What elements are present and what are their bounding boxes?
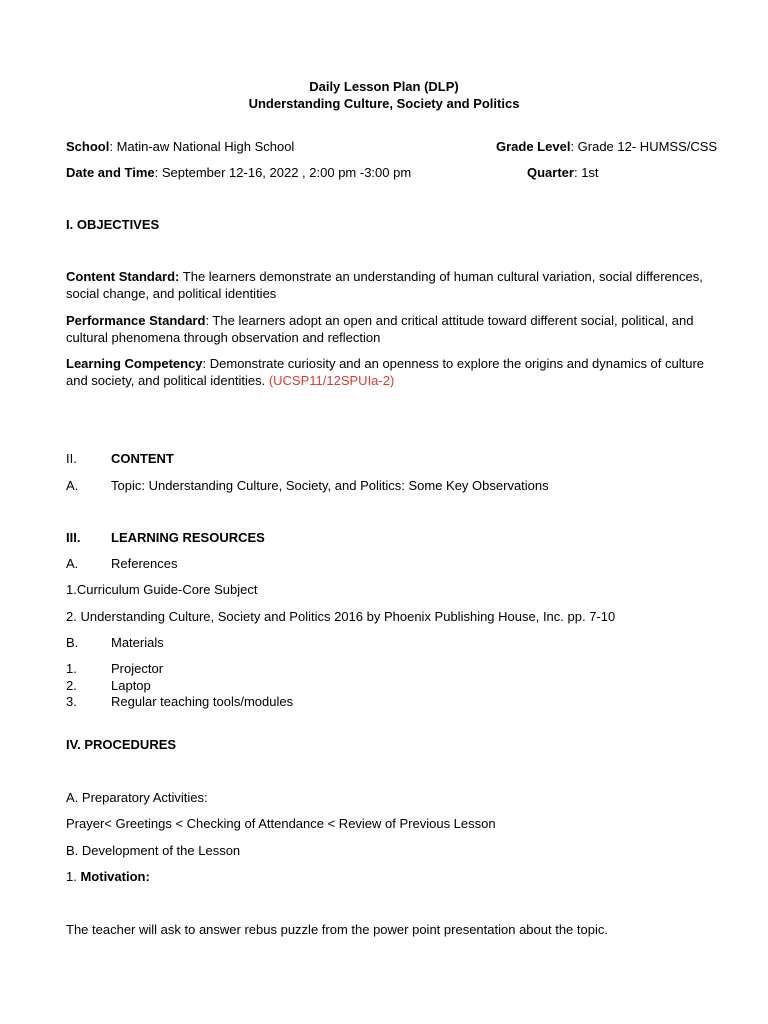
material-item: Regular teaching tools/modules xyxy=(111,694,294,709)
competency-code: (UCSP11/12SPUIa-2) xyxy=(268,373,395,388)
materials-label: Materials xyxy=(111,635,164,650)
motivation-text: The teacher will ask to answer rebus puzzle from the power point presentation about the topic. xyxy=(66,922,608,937)
lesson-development: B. Development of the Lesson xyxy=(66,843,241,858)
objectives-heading: I. OBJECTIVES xyxy=(66,217,160,232)
resources-heading: LEARNING RESOURCES xyxy=(111,530,265,545)
document-subtitle: Understanding Culture, Society and Politics xyxy=(248,96,520,111)
materials-letter: B. xyxy=(66,635,79,650)
preparatory-steps: Prayer< Greetings < Checking of Attendance < Review of Previous Lesson xyxy=(66,816,496,831)
material-number: 3. xyxy=(66,694,77,709)
topic-text: Topic: Understanding Culture, Society, and Politics: Some Key Observations xyxy=(111,478,549,493)
performance-standard: Performance Standard: The learners adopt an open and critical attitude toward different social, political, and cultural phenomena through observation and reflection xyxy=(66,313,694,345)
reference-item: 2. Understanding Culture, Society and Politics 2016 by Phoenix Publishing House, Inc. pp. 7-10 xyxy=(66,609,616,624)
procedures-heading: IV. PROCEDURES xyxy=(66,737,177,752)
document-title: Daily Lesson Plan (DLP) xyxy=(309,79,459,94)
material-number: 2. xyxy=(66,678,77,693)
quarter-field: Quarter: 1st xyxy=(527,165,599,180)
references-label: References xyxy=(111,556,178,571)
date-time-field: Date and Time: September 12-16, 2022 , 2:00 pm -3:00 pm xyxy=(66,165,412,180)
grade-level-field: Grade Level: Grade 12- HUMSS/CSS xyxy=(496,139,718,154)
material-item: Laptop xyxy=(111,678,151,693)
material-item: Projector xyxy=(111,661,164,676)
content-standard: Content Standard: The learners demonstrate an understanding of human cultural variation, social differences, social change, and political identities xyxy=(66,269,703,301)
resources-number: III. xyxy=(66,530,81,545)
school-field: School: Matin-aw National High School xyxy=(66,139,295,154)
reference-item: 1.Curriculum Guide-Core Subject xyxy=(66,582,258,597)
references-letter: A. xyxy=(66,556,79,571)
topic-letter: A. xyxy=(66,478,79,493)
content-heading: CONTENT xyxy=(111,451,174,466)
motivation-heading: 1. Motivation: xyxy=(66,869,150,884)
material-number: 1. xyxy=(66,661,77,676)
preparatory-activities: A. Preparatory Activities: xyxy=(66,790,208,805)
content-number: II. xyxy=(66,451,77,466)
learning-competency: Learning Competency: Demonstrate curiosity and an openness to explore the origins and dynamics of culture and society, and political identities. (UCSP11/12SPUIa-2) xyxy=(66,356,705,388)
